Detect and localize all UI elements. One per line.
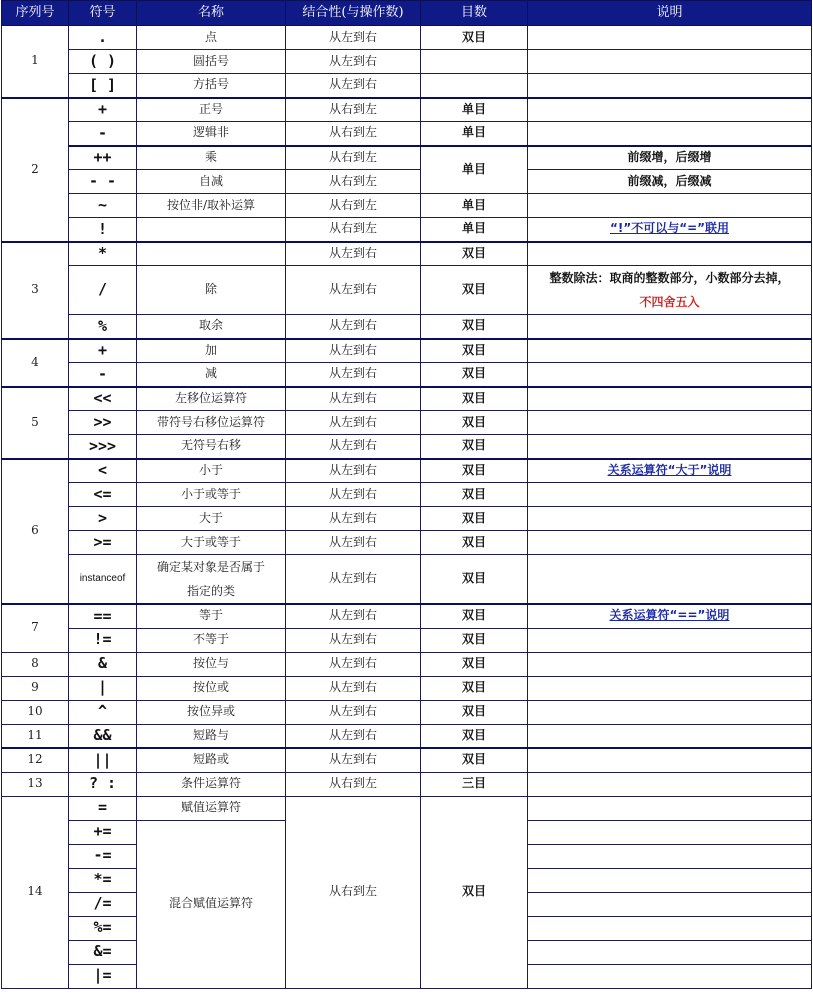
operator-associativity: 从右到左	[286, 170, 421, 194]
operator-note: 前缀减，后缀减	[528, 170, 812, 194]
operator-note	[528, 411, 812, 435]
operator-note	[528, 940, 812, 964]
operator-name: 正号	[137, 98, 286, 122]
operator-note	[528, 242, 812, 266]
operator-symbol: &=	[69, 940, 137, 964]
operand-count: 双目	[421, 531, 528, 555]
operator-associativity: 从左到右	[286, 266, 421, 315]
operator-symbol: &&	[69, 724, 137, 748]
operator-name: 加	[137, 339, 286, 363]
table-row	[2, 242, 812, 266]
operator-associativity: 从左到右	[286, 459, 421, 483]
table-row	[2, 652, 812, 676]
operator-name: 等于	[137, 604, 286, 628]
table-row	[2, 26, 812, 50]
operand-count: 双目	[421, 26, 528, 50]
note-link[interactable]: 关系运算符“大于”说明	[607, 462, 732, 477]
table-row	[2, 218, 812, 242]
operator-note	[528, 555, 812, 605]
note-text: 整数除法：取商的整数部分，小数部分去掉，	[549, 271, 790, 285]
group-number: 3	[2, 242, 69, 339]
operator-associativity: 从右到左	[286, 772, 421, 796]
group-number: 2	[2, 98, 69, 242]
table-row	[2, 676, 812, 700]
table-row	[2, 483, 812, 507]
operator-symbol: ( )	[69, 50, 137, 74]
operator-note	[528, 387, 812, 411]
operator-associativity: 从左到右	[286, 700, 421, 724]
table-row	[2, 724, 812, 748]
operator-associativity: 从左到右	[286, 555, 421, 605]
operator-note: 前缀增，后缀增	[528, 146, 812, 170]
operand-count: 双目	[421, 700, 528, 724]
table-row	[2, 339, 812, 363]
operator-note	[528, 820, 812, 844]
operator-name: 乘	[137, 146, 286, 170]
table-row	[2, 796, 812, 820]
header-name: 名称	[137, 1, 286, 26]
group-number: 14	[2, 796, 69, 988]
operator-associativity: 从左到右	[286, 435, 421, 459]
operand-count: 双目	[421, 796, 528, 988]
operator-name: 按位或	[137, 676, 286, 700]
operator-symbol: instanceof	[69, 555, 137, 605]
operator-name: 取余	[137, 315, 286, 339]
operator-note	[528, 604, 812, 628]
operator-symbol: ~	[69, 194, 137, 218]
operator-note	[528, 531, 812, 555]
operator-symbol: !	[69, 218, 137, 242]
operand-count: 双目	[421, 266, 528, 315]
group-number: 4	[2, 339, 69, 387]
table-row	[2, 507, 812, 531]
table-row	[2, 435, 812, 459]
operand-count	[421, 74, 528, 98]
operator-symbol: >=	[69, 531, 137, 555]
operator-note	[528, 98, 812, 122]
operator-associativity: 从左到右	[286, 411, 421, 435]
table-row	[2, 531, 812, 555]
note-emphasis: 不四舍五入	[639, 295, 700, 309]
operator-name: 混合赋值运算符	[137, 820, 286, 988]
operand-count: 双目	[421, 459, 528, 483]
operator-symbol: ==	[69, 604, 137, 628]
operator-note	[528, 339, 812, 363]
operator-name: 方括号	[137, 74, 286, 98]
table-row	[2, 98, 812, 122]
group-number: 10	[2, 700, 69, 724]
operator-note	[528, 628, 812, 652]
operator-name: 大于或等于	[137, 531, 286, 555]
operand-count: 双目	[421, 724, 528, 748]
operator-symbol: -=	[69, 844, 137, 868]
operator-symbol: *=	[69, 868, 137, 892]
operator-note	[528, 868, 812, 892]
operator-associativity: 从左到右	[286, 652, 421, 676]
operand-count: 单目	[421, 194, 528, 218]
operator-note	[528, 26, 812, 50]
operator-note	[528, 50, 812, 74]
operator-associativity: 从左到右	[286, 242, 421, 266]
table-row	[2, 315, 812, 339]
operator-name: 短路或	[137, 748, 286, 772]
table-row	[2, 604, 812, 628]
table-row	[2, 748, 812, 772]
group-number: 8	[2, 652, 69, 676]
operator-name: 赋值运算符	[137, 796, 286, 820]
operator-note	[528, 218, 812, 242]
operator-name: 短路与	[137, 724, 286, 748]
operator-name: 点	[137, 26, 286, 50]
operator-symbol: .	[69, 26, 137, 50]
operator-note	[528, 459, 812, 483]
operator-symbol: <=	[69, 483, 137, 507]
operator-name: 小于	[137, 459, 286, 483]
group-number: 9	[2, 676, 69, 700]
operator-symbol: +=	[69, 820, 137, 844]
operator-note	[528, 724, 812, 748]
table-row	[2, 700, 812, 724]
operator-associativity: 从左到右	[286, 26, 421, 50]
operator-associativity: 从左到右	[286, 507, 421, 531]
operator-name: 带符号右移位运算符	[137, 411, 286, 435]
operand-count: 双目	[421, 435, 528, 459]
operator-associativity: 从左到右	[286, 628, 421, 652]
operand-count: 双目	[421, 555, 528, 605]
operator-note	[528, 916, 812, 940]
operator-associativity: 从左到右	[286, 50, 421, 74]
operator-name: 不等于	[137, 628, 286, 652]
table-row	[2, 411, 812, 435]
operator-note	[528, 363, 812, 387]
table-row	[2, 459, 812, 483]
operator-symbol: /	[69, 266, 137, 315]
operator-symbol: -	[69, 122, 137, 146]
table-row	[2, 387, 812, 411]
operator-precedence-table	[1, 0, 812, 989]
operator-name: 除	[137, 266, 286, 315]
table-row	[2, 363, 812, 387]
operator-symbol: <	[69, 459, 137, 483]
operand-count: 双目	[421, 363, 528, 387]
operand-count: 双目	[421, 315, 528, 339]
operand-count: 单目	[421, 146, 528, 194]
operator-note	[528, 964, 812, 988]
operand-count: 双目	[421, 604, 528, 628]
operator-associativity: 从左到右	[286, 363, 421, 387]
operator-associativity: 从左到右	[286, 74, 421, 98]
operator-name: 按位非/取补运算	[137, 194, 286, 218]
operator-note	[528, 676, 812, 700]
operator-name: 条件运算符	[137, 772, 286, 796]
operator-name: 左移位运算符	[137, 387, 286, 411]
group-number: 5	[2, 387, 69, 459]
operator-symbol: >	[69, 507, 137, 531]
operator-note	[528, 483, 812, 507]
operator-associativity: 从右到左	[286, 796, 421, 988]
operand-count: 双目	[421, 411, 528, 435]
operator-note	[528, 122, 812, 146]
table-row	[2, 555, 812, 605]
operator-symbol: ||	[69, 748, 137, 772]
operand-count: 单目	[421, 122, 528, 146]
operand-count: 双目	[421, 748, 528, 772]
operator-name: 小于或等于	[137, 483, 286, 507]
table-row	[2, 74, 812, 98]
operand-count: 单目	[421, 98, 528, 122]
operator-note	[528, 892, 812, 916]
operator-name	[137, 218, 286, 242]
header-row	[2, 1, 812, 26]
header-operand-count: 目数	[421, 1, 528, 26]
operator-note	[528, 844, 812, 868]
operator-associativity: 从右到左	[286, 98, 421, 122]
operand-count: 双目	[421, 242, 528, 266]
operator-symbol: ++	[69, 146, 137, 170]
operator-associativity: 从左到右	[286, 748, 421, 772]
header-description: 说明	[528, 1, 812, 26]
operator-name	[137, 242, 286, 266]
header-symbol: 符号	[69, 1, 137, 26]
operator-symbol: &	[69, 652, 137, 676]
operator-symbol: ^	[69, 700, 137, 724]
note-link[interactable]: 关系运算符“==”说明	[609, 608, 730, 623]
operator-note	[528, 74, 812, 98]
operator-note	[528, 700, 812, 724]
operator-associativity: 从左到右	[286, 604, 421, 628]
operator-associativity: 从右到左	[286, 218, 421, 242]
operator-associativity: 从左到右	[286, 339, 421, 363]
operator-symbol: %	[69, 315, 137, 339]
operator-note	[528, 194, 812, 218]
operator-note	[528, 652, 812, 676]
operator-name: 减	[137, 363, 286, 387]
operator-associativity: 从左到右	[286, 483, 421, 507]
group-number: 7	[2, 604, 69, 652]
operator-note	[528, 266, 812, 315]
operator-associativity: 从右到左	[286, 146, 421, 170]
operator-symbol: >>	[69, 411, 137, 435]
operator-name: 大于	[137, 507, 286, 531]
group-number: 11	[2, 724, 69, 748]
operator-name: 自减	[137, 170, 286, 194]
operator-symbol: |	[69, 676, 137, 700]
operator-name: 按位异或	[137, 700, 286, 724]
operator-note	[528, 748, 812, 772]
operand-count: 双目	[421, 507, 528, 531]
table-row	[2, 194, 812, 218]
group-number: 1	[2, 26, 69, 98]
operator-symbol: - -	[69, 170, 137, 194]
table-row	[2, 50, 812, 74]
operator-note	[528, 315, 812, 339]
operator-note	[528, 796, 812, 820]
operator-name: 圆括号	[137, 50, 286, 74]
operator-name: 逻辑非	[137, 122, 286, 146]
operator-symbol: =	[69, 796, 137, 820]
table-row	[2, 146, 812, 170]
operator-associativity: 从左到右	[286, 676, 421, 700]
operator-name-line2: 指定的类	[186, 584, 235, 598]
table-row	[2, 628, 812, 652]
operator-symbol: <<	[69, 387, 137, 411]
table-row	[2, 266, 812, 315]
table-row	[2, 122, 812, 146]
operator-note	[528, 507, 812, 531]
operator-symbol: >>>	[69, 435, 137, 459]
operator-symbol: *	[69, 242, 137, 266]
operand-count: 单目	[421, 218, 528, 242]
operator-symbol: +	[69, 98, 137, 122]
operator-associativity: 从左到右	[286, 531, 421, 555]
operator-symbol: +	[69, 339, 137, 363]
operand-count	[421, 50, 528, 74]
operator-name: 无符号右移	[137, 435, 286, 459]
operator-associativity: 从左到右	[286, 387, 421, 411]
operator-symbol: |=	[69, 964, 137, 988]
operand-count: 双目	[421, 387, 528, 411]
operator-symbol: %=	[69, 916, 137, 940]
operator-symbol: ? :	[69, 772, 137, 796]
operator-symbol: /=	[69, 892, 137, 916]
operator-name: 按位与	[137, 652, 286, 676]
operator-note	[528, 772, 812, 796]
table-row	[2, 170, 812, 194]
operator-symbol: !=	[69, 628, 137, 652]
operand-count: 三目	[421, 772, 528, 796]
group-number: 12	[2, 748, 69, 772]
operator-symbol: -	[69, 363, 137, 387]
header-seq: 序列号	[2, 1, 69, 26]
header-associativity: 结合性(与操作数)	[286, 1, 421, 26]
operator-associativity: 从左到右	[286, 724, 421, 748]
table-row	[2, 772, 812, 796]
operator-name	[137, 555, 286, 605]
operator-associativity: 从右到左	[286, 122, 421, 146]
note-link[interactable]: “!”不可以与“=”联用	[609, 221, 730, 236]
group-number: 13	[2, 772, 69, 796]
operand-count: 双目	[421, 652, 528, 676]
operator-note	[528, 435, 812, 459]
operand-count: 双目	[421, 676, 528, 700]
operator-name-line1: 确定某对象是否属于	[156, 560, 265, 574]
operand-count: 双目	[421, 483, 528, 507]
operator-associativity: 从左到右	[286, 315, 421, 339]
operator-symbol: [ ]	[69, 74, 137, 98]
operand-count: 双目	[421, 628, 528, 652]
operand-count: 双目	[421, 339, 528, 363]
group-number: 6	[2, 459, 69, 605]
operator-associativity: 从右到左	[286, 194, 421, 218]
